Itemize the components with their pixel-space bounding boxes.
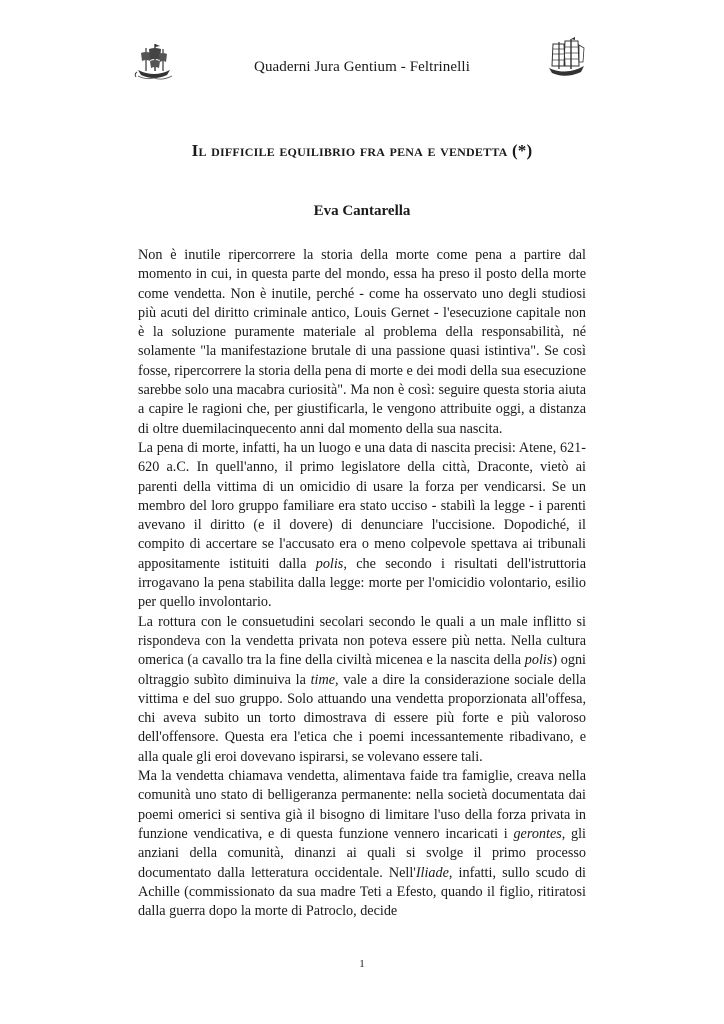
italic-term: Iliade [415, 864, 449, 881]
page-number: 1 [359, 958, 365, 970]
italic-term: polis [524, 652, 553, 669]
paragraph-text: , che secondo i risultati dell'istruttoria irrogavano la pena stabilita dalla legge: morte per l'omicidio volontario, esilio per quello involontario. [138, 555, 586, 611]
article-body [138, 246, 586, 921]
paragraph-text: ) ogni oltraggio subìto diminuiva la [138, 652, 587, 688]
body-paragraph [138, 613, 586, 767]
body-paragraph [138, 767, 586, 921]
page-header [0, 40, 724, 90]
paragraph-text: Non è inutile ripercorrere la storia della morte come pena a partire dal momento in cui, in questa parte del mondo, essa ha preso il posto della morte come vendetta. Non è inutile, perché - come ha osservato uno degli studiosi più acuti del diritto criminale antico, Louis Gernet - l'esecuzione capitale non è la soluzione puramente materiale al problema della responsabilità, né solamente "la manifestazione brutale di una passione quasi istintiva". Se così fosse, ripercorrere la storia della pena di morte e dei modi della sua esecuzione sarebbe solo una macabra curiosità". Ma non è così: seguire questa storia aiuta a capire le ragioni che, per giustificarla, le vengono attribuite oggi, a distanza di oltre duemilacinquecento anni dal momento della sua nascita. [138, 247, 586, 437]
paragraph-text: , infatti, sullo scudo di Achille (commissionato da sua madre Teti a Efesto, quando il figlio, ritiratosi dalla guerra dopo la morte di Patroclo, decide [138, 864, 586, 920]
body-paragraph [138, 439, 586, 613]
junk-ship-icon [544, 36, 588, 80]
paragraph-text: La pena di morte, infatti, ha un luogo e una data di nascita precisi: Atene, 621-620 a.C. In quell'anno, il primo legislatore della città, Draconte, vietò ai parenti della vittima di un omicidio di usare la forza per vendicarsi. Se un membro del loro gruppo familiare era stato ucciso - stabilì la legge - i parenti avevano il diritto (e il dovere) di denunciare l'uccisione. Dopodiché, il compito di accertare se l'accusato era o meno colpevole spettava ai tribunali appositamente istituiti dalla [138, 439, 586, 572]
paragraph-text: Ma la vendetta chiamava vendetta, alimentava faide tra famiglie, creava nella comunità uno stato di belligeranza permanente: nella società documentata dai poemi omerici si sentiva già il bisogno di limitare l'uso della forza privata in funzione vendicativa, e di questa funzione vennero incaricati i [138, 768, 586, 842]
italic-term: gerontes [513, 825, 562, 842]
italic-term: polis [315, 555, 344, 572]
paragraph-text: La rottura con le consuetudini secolari secondo le quali a un male inflitto si rispondeva con la vendetta privata non poteva essere più netta. Nella cultura omerica (a cavallo tra la fine della civiltà micenea e la nascita della [138, 613, 586, 669]
header-title: Quaderni Jura Gentium - Feltrinelli [254, 59, 470, 75]
article-title: Il difficile equilibrio fra pena e vendetta (*) [191, 141, 533, 160]
body-paragraph [138, 246, 586, 439]
paragraph-text: , gli anziani della comunità, dinanzi ai quali si svolge il primo processo documentato dalla letteratura occidentale. Nell' [138, 825, 586, 881]
article-author: Eva Cantarella [313, 203, 411, 219]
italic-term: time [310, 671, 336, 688]
paragraph-text: , vale a dire la considerazione sociale della vittima e del suo gruppo. Solo attuando una vendetta proporzionata all'offesa, chi aveva subito un torto dimostrava di essere più forte e più valoroso dell'offensore. Questa era l'etica che i poemi incessantemente ribadivano, e alla quale gli eroi dovevano ispirarsi, se volevano essere tali. [138, 671, 586, 765]
